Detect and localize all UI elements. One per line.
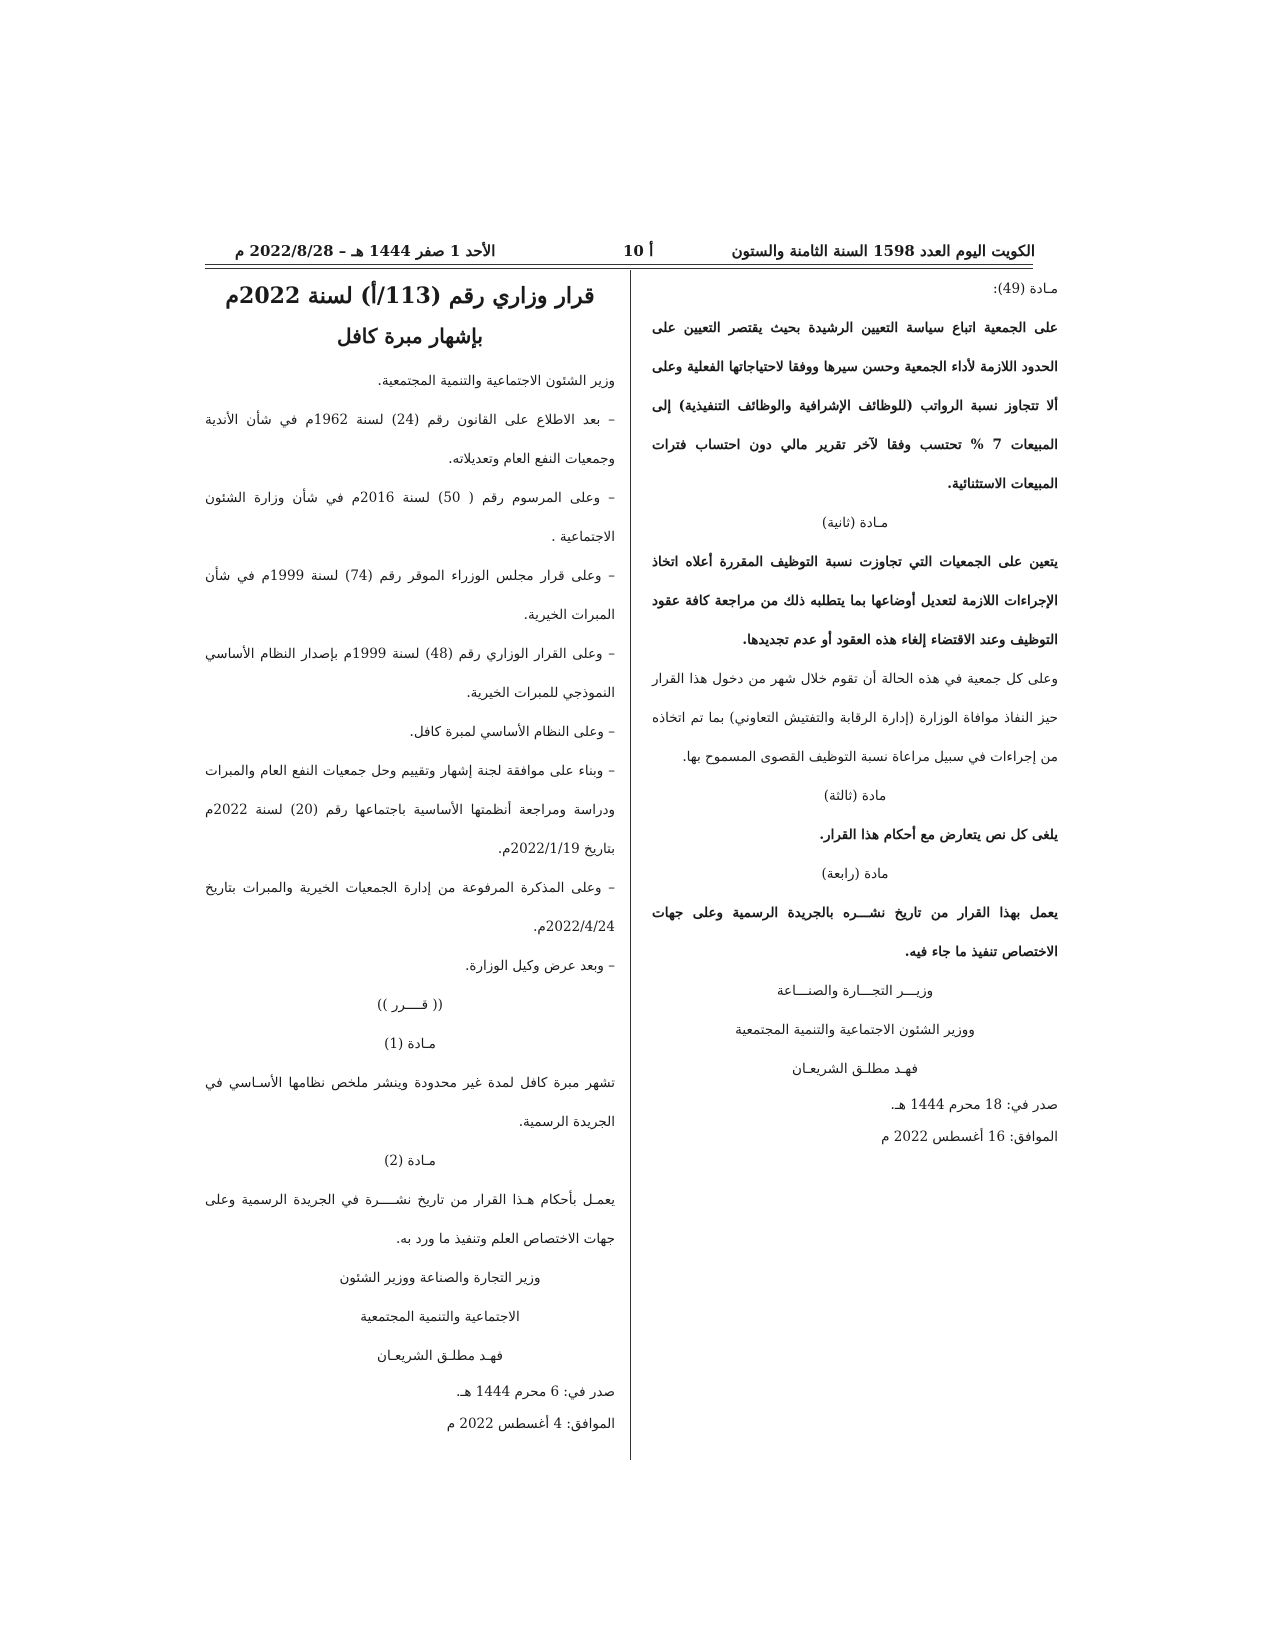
issued-date-left: صدر في: 6 محرم 1444 هـ. (456, 1384, 615, 1400)
corresponding-date-left: الموافق: 4 أغسطس 2022 م (446, 1416, 615, 1432)
article-4-heading: مادة (رابعة) (821, 866, 889, 882)
right-column (652, 270, 1058, 1153)
page-number: 10 أ (623, 242, 654, 260)
article-1-heading: مـادة (1) (384, 1036, 436, 1052)
page-header (205, 238, 1035, 266)
recital-1: – بعد الاطلاع على القانون رقم (24) لسنة 1962م في شأن الأندية وجمعيات النفع العام وتعديلاته. (205, 412, 615, 467)
article-4-text: يعمل بهذا القرار من تاريخ نشـــره بالجريدة الرسمية وعلى جهات الاختصاص تنفيذ ما جاء فيه. (652, 905, 1058, 960)
header-rule-bottom (205, 268, 1033, 269)
article-3-text: يلغى كل نص يتعارض مع أحكام هذا القرار. (819, 827, 1058, 843)
issue-date: الأحد 1 صفر 1444 هـ – 2022/8/28 م (235, 242, 496, 260)
recital-4: – وعلى القرار الوزاري رقم (48) لسنة 1999م بإصدار النظام الأساسي النموذجي للمبرات الخيرية. (205, 646, 615, 701)
left-column (205, 270, 615, 1440)
recital-8: – وبعد عرض وكيل الوزارة. (465, 958, 615, 974)
signatory-name-left: فهـد مطلـق الشريعـان (377, 1348, 503, 1364)
article-2-text-2: وعلى كل جمعية في هذه الحالة أن تقوم خلال شهر من دخول هذا القرار حيز النفاذ موافاة الوزارة (إدارة الرقابة والتفتيش التعاوني) بما تم اتخاذه من إجراءات في سبيل مراعاة نسبة التوظيف القصوى المسموح بها. (652, 671, 1058, 765)
issued-date: صدر في: 18 محرم 1444 هـ. (890, 1097, 1058, 1113)
decree-intro: وزير الشئون الاجتماعية والتنمية المجتمعية. (377, 373, 615, 389)
signature-title-1: وزيـــر التجـــارة والصنـــاعة (776, 983, 934, 999)
article-49-heading: مـادة (49): (993, 281, 1058, 297)
signature-title-2-left: الاجتماعية والتنمية المجتمعية (360, 1309, 520, 1325)
article-2-text-left: يعمـل بأحكام هـذا القرار من تاريخ نشــــرة في الجريدة الرسمية وعلى جهات الاختصاص العلم وتنفيذ ما ورد به. (205, 1192, 615, 1247)
signatory-name: فهـد مطلـق الشريعـان (792, 1061, 918, 1077)
article-1-text: تشهر مبرة كافل لمدة غير محدودة وينشر ملخص نظامها الأسـاسي في الجريدة الرسمية. (205, 1075, 615, 1130)
column-divider (630, 270, 631, 1460)
article-2-heading: مـادة (ثانية) (821, 515, 889, 531)
decree-title: قرار وزاري رقم (113/أ) لسنة 2022م (225, 283, 595, 309)
decides-heading: (( قــــرر )) (377, 997, 443, 1013)
article-3-heading: مادة (ثالثة) (823, 788, 887, 804)
corresponding-date: الموافق: 16 أغسطس 2022 م (881, 1129, 1058, 1145)
recital-2: – وعلى المرسوم رقم ( 50) لسنة 2016م في شأن وزارة الشئون الاجتماعية . (205, 490, 615, 545)
article-2-heading-left: مـادة (2) (384, 1153, 436, 1169)
recital-5: – وعلى النظام الأساسي لمبرة كافل. (409, 724, 615, 740)
article-2-text-1: يتعين على الجمعيات التي تجاوزت نسبة التوظيف المقررة أعلاه اتخاذ الإجراءات اللازمة لتعديل أوضاعها بما يتطلبه ذلك من مراجعة كافة عقود التوظيف وعند الاقتضاء إلغاء هذه العقود أو عدم تجديدها. (652, 554, 1058, 648)
decree-subtitle: بإشهار مبرة كافل (337, 324, 483, 348)
recital-7: – وعلى المذكرة المرفوعة من إدارة الجمعيات الخيرية والمبرات بتاريخ 2022/4/24م. (205, 880, 615, 935)
article-49-text: على الجمعية اتباع سياسة التعيين الرشيدة بحيث يقتصر التعيين على الحدود اللازمة لأداء الجمعية وحسن سيرها ووفقا لاحتياجاتها الفعلية وعلى ألا تتجاوز نسبة الرواتب (للوظائف الإشرافية والوظائف التنفيذية) إلى المبيعات 7 % تحتسب وفقا لآخر تقرير مالي دون احتساب فترات المبيعات الاستثنائية. (652, 320, 1058, 492)
recital-6: – وبناء على موافقة لجنة إشهار وتقييم وحل جمعيات النفع العام والمبرات ودراسة ومراجعة أنظمتها الأساسية باجتماعها رقم (20) لسنة 2022م بتاريخ 2022/1/19م. (205, 763, 615, 857)
header-rule-top (205, 264, 1033, 265)
gazette-issue-info: الكويت اليوم العدد 1598 السنة الثامنة والستون (731, 242, 1035, 260)
signature-title-2: ووزير الشئون الاجتماعية والتنمية المجتمعية (735, 1022, 975, 1038)
signature-title-1-left: وزير التجارة والصناعة ووزير الشئون (339, 1270, 541, 1286)
recital-3: – وعلى قرار مجلس الوزراء الموقر رقم (74) لسنة 1999م في شأن المبرات الخيرية. (205, 568, 615, 623)
